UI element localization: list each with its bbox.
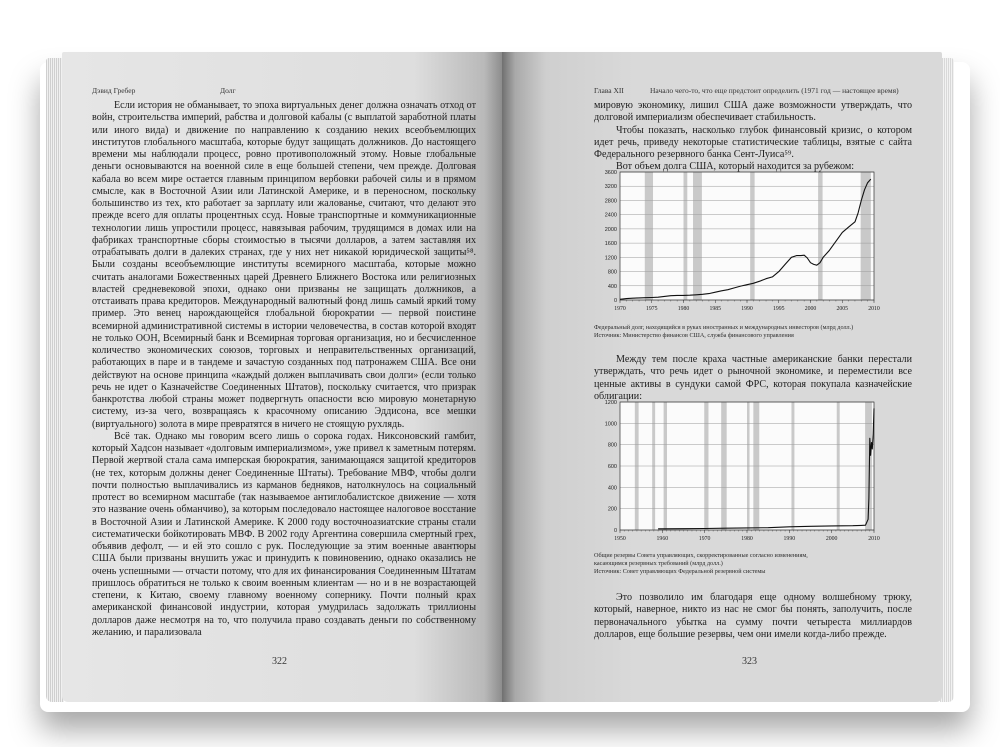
- x-tick-label: 1990: [783, 536, 796, 542]
- x-tick-label: 2005: [836, 306, 849, 312]
- x-tick-label: 1950: [614, 536, 626, 542]
- y-tick-label: 3600: [604, 170, 617, 176]
- y-tick-label: 1200: [604, 400, 617, 406]
- chart1-caption-title: Федеральный долг, находящийся в руках иностранных и международных инвесторов (млрд долл.): [594, 324, 854, 331]
- y-tick-label: 1200: [604, 255, 617, 262]
- x-tick-label: 1980: [677, 306, 690, 312]
- y-tick-label: 1000: [604, 421, 617, 428]
- x-tick-label: 2000: [825, 536, 838, 542]
- x-tick-label: 2000: [804, 306, 817, 312]
- right-paragraph-continued: мировую экономику, лишил США даже возможности утверждать, что долговой империализм обеспечивает стабильность.: [594, 100, 912, 124]
- chart1-caption-source: Источник: Министерство финансов США, служба финансового управления: [594, 332, 794, 339]
- recession-band: [693, 172, 702, 300]
- right-header-chapter: Глава XII: [594, 86, 624, 95]
- y-tick-label: 400: [607, 283, 617, 290]
- right-paragraph-4: Между тем после краха частные американские банки перестали утверждать, что речь идет о рыночной экономике, и переместили все ценные активы в сундуки самой ФРС, которая покупала казначейские облигации:: [594, 354, 912, 402]
- x-tick-label: 1990: [741, 306, 753, 312]
- fed-reserves-chart-svg: [590, 396, 880, 546]
- right-paragraph-5: Это позволило им благодаря еще одному волшебному трюку, который, наверное, никто из нас не смог бы понять, заполучить, после первоначального убытка на сумму почти четыреста миллиардов долларов, еще большие резервы, чем они имели когда-либо прежде.: [594, 592, 912, 640]
- x-tick-label: 1980: [741, 536, 753, 542]
- y-tick-label: 600: [607, 464, 617, 470]
- left-paragraph-2: Всё так. Однако мы говорим всего лишь о сорока годах. Никсоновский гамбит, который Хадсон называет «долговым империализмом», уже привел к заметным потерям. Первой жертвой стала сама имперская бюрократия, занимающаяся защитой кредиторов (не тех, которым должны денег Соединенные Штаты). Требование МВФ, чтобы долги почти полностью выплачивались из карманов бедняков, натолкнулось на социальный протест во всемирном масштабе (так называемое антиглобалистское движение — хотя это название очень обманчиво), за которым последовало настоящее налоговое восстание в Восточной Азии и Латинской Америке. К 2000 году восточноазиатские страны стали систематически бойкотировать МВФ. В 2002 году Аргентина совершила смертный грех, объявив дефолт, — и ей это сошло с рук. Последующие за этим военные авантюры США были призваны внушить ужас и принудить к повиновению, однако оказались не очень успешными — отчасти потому, что для их финансирования Соединенным Штатам пришлось обратиться не только к своим военным клиентам — но и в не возрастающей степени, к Китаю, своему главному военному сопернику. Почти полный крах американской финансовой индустрии, которая умудрилась задолжать триллионы долларов даже несмотря на то, что получила право создавать деньги по собственному желанию, и парализовала: [92, 430, 476, 638]
- y-tick-label: 1600: [604, 241, 617, 248]
- right-paragraph-3: Вот объем долга США, который находится за рубежом:: [616, 161, 855, 173]
- right-folio: 323: [742, 656, 757, 667]
- y-tick-label: 400: [607, 485, 617, 492]
- right-paragraph-2: Чтобы показать, насколько глубок финансовый кризис, о котором идет речь, приведу некоторые статистические таблицы, взятые с сайта Федерального резервного банка Сент-Луиса⁵⁹.: [594, 124, 912, 160]
- x-tick-label: 1970: [614, 306, 626, 312]
- x-tick-label: 2010: [868, 306, 880, 312]
- left-folio: 322: [272, 656, 287, 667]
- y-tick-label: 2800: [604, 198, 617, 205]
- left-body-text: [92, 100, 476, 639]
- x-tick-label: 1970: [698, 536, 711, 542]
- x-tick-label: 1985: [709, 306, 722, 312]
- y-tick-label: 0: [613, 528, 617, 534]
- right-intro-text: [594, 100, 912, 174]
- chart1-caption: [594, 324, 914, 340]
- recession-band: [818, 172, 822, 300]
- recession-band: [684, 172, 688, 300]
- right-page: [502, 52, 942, 702]
- y-tick-label: 200: [607, 506, 617, 513]
- chart2-caption-source: Источник: Совет управляющих Федеральной резервной системы: [594, 568, 766, 575]
- chart2-caption-line2: касающимся резервных требований (млрд долл.): [594, 560, 723, 567]
- right-header-title: Начало чего-то, что еще предстоит определить (1971 год — настоящее время): [650, 86, 899, 95]
- chart2-caption-line1: Общие резервы Совета управляющих, скорректированные согласно изменениям,: [594, 552, 808, 559]
- recession-band: [750, 172, 754, 300]
- left-paragraph-1: Если история не обманывает, то эпоха виртуальных денег должна означать отход от войн, строительства империй, рабства и долговой кабалы (с выплатой заработной платы или иного вида) и движение по направлению к созданию неких всеобъемлющих институтов глобального масштаба, которые будут защищать должников. До настоящего времени мы наблюдали процесс, ровно противоположный этому. Новые глобальные деньги основываются на военной силе в еще большей степени, чем прежде. Долговая кабала во всем мире остается главным принципом вербовки рабочей силы и в прямом смысле, как в Восточной Азии или Латинской Америке, и в переносном, поскольку большинство из тех, кто работает за зарплату или жалованье, считают, что делают это прежде всего для оплаты процентных ссуд. Новые транспортные и коммуникационные технологии лишь упростили процесс, навязывая рабочим, трудящимся в домах или на фабриках транспортные сборы стоимостью в тысячи долларов, а затем заставляя их отрабатывать долги в далеких странах, где у них нет никакой юридической защиты⁵⁸. Были созданы всеобъемлющие институты всемирного масштаба, которые можно считать аналогами Божественных царей Древнего Ближнего Востока или религиозных властей средневековой эпохи, однако они призваны не защищать должников, а отстаивать права кредиторов. Международный валютный фонд лишь самый яркий тому пример. Это венец нарождающейся глобальной бюрократии — первой поистине всемирной административной системы в истории человечества, в состав которой входят не только ООН, Всемирный банк и Всемирная торговая организация, но и бесчисленное количество экономических союзов, торговых и неправительственных организаций, работающих в паре и в тандеме и зачастую созданных под патронажем США. Все они действуют на основе принципа «каждый должен выплачивать свои долги» (если только речь не идет о Казначействе Соединенных Штатов), поскольку считается, что призрак банкротства любой страны может подвергнуть опасности всю мировую монетарную систему, из-за чего, возвращаясь к красочному описанию Эддисона, все мешки (виртуального) золота в мире превратятся в ничего не стоящую рухлядь.: [92, 100, 476, 430]
- left-header-author: Дэвид Гребер: [92, 86, 136, 95]
- recession-band: [861, 172, 871, 300]
- right-closing-text: [594, 592, 912, 641]
- x-tick-label: 1960: [656, 536, 669, 542]
- x-tick-label: 2010: [868, 536, 880, 542]
- left-header-title: Долг: [220, 86, 236, 95]
- plot-area: [620, 172, 874, 300]
- y-tick-label: 0: [613, 298, 617, 304]
- x-tick-label: 1995: [772, 306, 785, 312]
- recession-band: [645, 172, 653, 300]
- fed-reserves-chart: [590, 396, 880, 546]
- y-tick-label: 800: [607, 269, 617, 276]
- foreign-debt-chart: [590, 166, 880, 316]
- y-tick-label: 800: [607, 442, 617, 449]
- right-page-edges: [940, 58, 954, 702]
- y-tick-label: 2000: [604, 226, 617, 233]
- y-tick-label: 2400: [604, 212, 617, 219]
- foreign-debt-chart-svg: [590, 166, 880, 316]
- x-tick-label: 1975: [645, 306, 658, 312]
- chart2-caption: [594, 552, 914, 576]
- y-tick-label: 3200: [604, 184, 617, 191]
- left-page: [62, 52, 502, 702]
